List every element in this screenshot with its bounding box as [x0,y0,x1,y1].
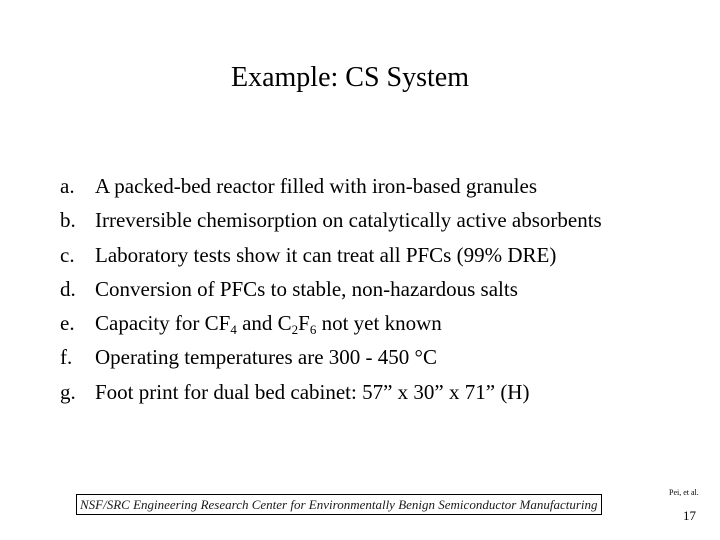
list-item-text: Irreversible chemisorption on catalytically active absorbents [95,208,602,233]
list-item-letter: c. [60,242,75,267]
citation: Pei, et al. [669,488,699,497]
list-item-letter: d. [60,276,76,301]
list-item-letter: e. [60,311,75,336]
subscript: 2 [291,322,299,338]
page-number: 17 [683,508,696,523]
list-item-text: A packed-bed reactor filled with iron-based granules [95,174,537,198]
list-item-text: Conversion of PFCs to stable, non-hazardous salts [95,276,518,301]
list-item-letter: g. [60,379,76,404]
footer-banner: NSF/SRC Engineering Research Center for Environmentally Benign Semiconductor Manufacturing [76,494,602,515]
list-item-text: Laboratory tests show it can treat all PFCs (99% DRE) [95,242,557,267]
list-item-letter: f. [60,345,73,370]
list-item-text: Operating temperatures are 300 - 450 °C [95,345,437,370]
slide-title: Example: CS System [231,62,469,93]
subscript: 4 [230,322,237,338]
list-item-text: Foot print for dual bed cabinet: 57” x 30” x 71” (H) [95,379,530,404]
list-item-letter: a. [60,174,75,198]
list-item-letter: b. [60,208,76,233]
subscript: 6 [309,322,317,338]
list-item-text: Capacity for $CF_4$ and $C_2F_6$ not yet known [95,311,442,338]
